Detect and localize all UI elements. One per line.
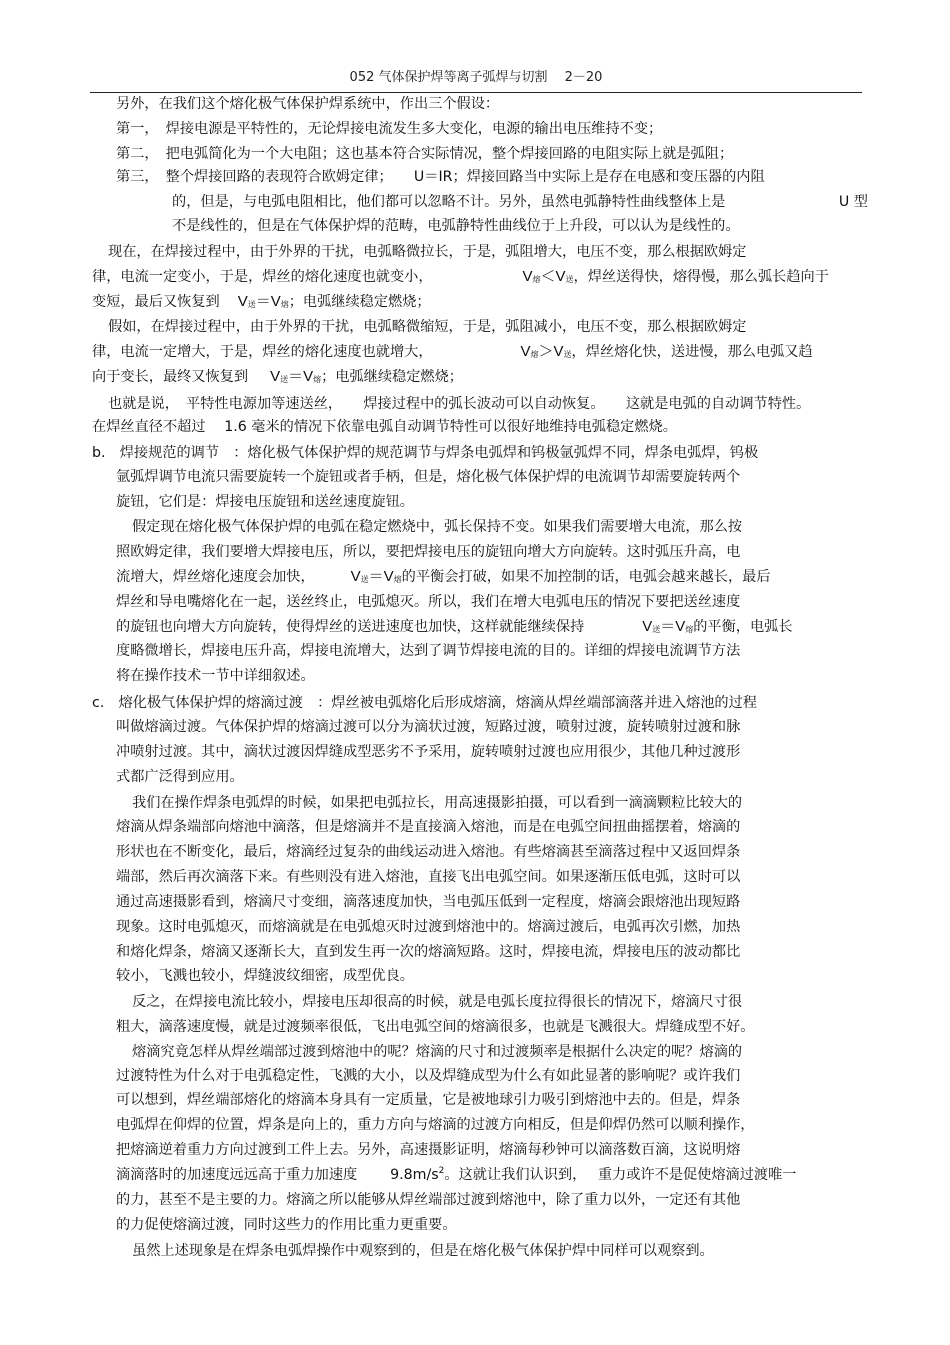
velocity-symbol: ＝V (660, 618, 686, 635)
text-segment: 的旋钮也向增大方向旋转，使得焊丝的送进速度也加快，这样就能继续保持 (116, 619, 585, 635)
text-line: 在焊丝直径不超过 1.6 毫米的情况下依靠电弧自动调节特性可以很好地维持电弧稳定燃烧。 (92, 419, 677, 435)
subscript: 熔 (532, 275, 541, 284)
text-line: 熔滴究竟怎样从焊丝端部过渡到熔池中的呢？熔滴的尺寸和过渡频率是根据什么决定的呢？熔滴的 (132, 1044, 743, 1060)
text-line: 旋钮，它们是：焊接电压旋钮和送丝速度旋钮。 (116, 494, 414, 510)
text-segment: 的平衡，电弧长 (693, 619, 793, 635)
subscript: 送 (652, 625, 661, 634)
text-line: 冲喷射过渡。其中，滴状过渡因焊缝成型恶劣不予采用，旋转喷射过渡也应用很少，其他几种过渡形 (116, 744, 741, 760)
text-line (116, 1165, 796, 1185)
text-line: 粗大，滴落速度慢，就是过渡频率很低，飞出电弧空间的熔滴很多，也就是飞溅很大。焊缝成型不好。 (116, 1019, 755, 1035)
text-line: 把熔滴逆着重力方向过渡到工件上去。另外，高速摄影证明，熔滴每秒钟可以滴落数百滴，这说明熔 (116, 1142, 741, 1158)
text-line (116, 617, 793, 640)
text-segment: 律，电流一定增大，于是，焊丝的熔化速度也就增大， (92, 344, 433, 360)
velocity-symbol: V (270, 368, 281, 385)
text-line: 第一， 焊接电源是平特性的，无论焊接电流发生多大变化，电源的输出电压维持不变； (116, 121, 663, 137)
text-segment: 变短，最后又恢复到 (92, 294, 220, 310)
text-line: 照欧姆定律，我们要增大焊接电压，所以，要把焊接电压的旋钮向增大方向旋转。这时弧压升高，电 (116, 544, 741, 560)
text-line (92, 342, 813, 365)
text-line: 现象。这时电弧熄灭，而熔滴就是在电弧熄灭时过渡到熔池中的。熔滴过渡后，电弧再次引燃，加热 (116, 919, 741, 935)
velocity-symbol: V (350, 568, 361, 585)
velocity-symbol: V (522, 268, 533, 285)
subscript: 熔 (280, 300, 289, 309)
text-segment: ；电弧继续稳定燃烧； (288, 294, 431, 310)
subscript: 送 (565, 275, 574, 284)
text-line (116, 567, 771, 590)
text-line: 叫做熔滴过渡。气体保护焊的熔滴过渡可以分为滴状过渡，短路过渡，喷射过渡，旋转喷射过渡和脉 (116, 719, 741, 735)
velocity-symbol: ＝V (255, 293, 281, 310)
text-line: b. 焊接规范的调节 ：熔化极气体保护焊的规范调节与焊条电弧焊和钨极氩弧焊不同，焊条电弧焊，钨极 (92, 445, 759, 461)
text-line: 现在，在焊接过程中，由于外界的干扰，电弧略微拉长，于是，弧阻增大，电压不变，那么根据欧姆定 (108, 244, 747, 260)
text-line: 端部，然后再次滴落下来。有些则没有进入熔池，直接飞出电弧空间。如果逐渐压低电弧，这时可以 (116, 869, 741, 885)
velocity-symbol: V (642, 618, 653, 635)
text-segment: 向于变长，最终又恢复到 (92, 369, 249, 385)
subscript: 送 (247, 300, 256, 309)
text-line: 将在操作技术一节中详细叙述。 (116, 668, 315, 684)
velocity-symbol: ＜V (540, 268, 566, 285)
text-line: 较小，飞溅也较小，焊缝波纹细密，成型优良。 (116, 968, 414, 984)
text-segment: ，焊丝熔化快，送进慢，那么电弧又趋 (571, 344, 813, 360)
superscript: 2 (438, 1166, 445, 1176)
text-line: 虽然上述现象是在焊条电弧焊操作中观察到的，但是在熔化极气体保护焊中同样可以观察到。 (132, 1243, 714, 1259)
text-segment: ；电弧继续稳定燃烧； (321, 369, 463, 385)
text-line: 通过高速摄影看到，熔滴尺寸变细，滴落速度加快，当电弧压低到一定程度，熔滴会跟熔池出现短路 (116, 894, 741, 910)
text-line: 式都广泛得到应用。 (116, 769, 244, 785)
velocity-symbol: V (237, 293, 248, 310)
text-line: 可以想到，焊丝端部熔化的熔滴本身具有一定质量，它是被地球引力吸引到熔池中去的。但是，焊条 (116, 1092, 741, 1108)
subscript: 熔 (685, 625, 694, 634)
text-line: 度略微增长，焊接电压升高，焊接电流增大，达到了调节焊接电流的目的。详细的焊接电流调节方法 (116, 643, 741, 659)
text-line: 第三， 整个焊接回路的表现符合欧姆定律； U＝IR；焊接回路当中实际上是存在电感和变压器的内阻 (116, 169, 765, 185)
text-line (92, 292, 431, 315)
text-segment: ，焊丝送得快，熔得慢，那么弧长趋向于 (573, 269, 829, 285)
text-segment: 的平衡会打破，如果不加控制的话，电弧会越来越长，最后 (401, 569, 771, 585)
text-line: 第二， 把电弧简化为一个大电阻；这也基本符合实际情况，整个焊接回路的电阻实际上就是弧阻； (116, 146, 734, 162)
velocity-symbol: ＞V (538, 343, 564, 360)
text-line: 另外，在我们这个熔化极气体保护焊系统中，作出三个假设： (116, 96, 500, 112)
text-line: c. 熔化极气体保护焊的熔滴过渡 ：焊丝被电弧熔化后形成熔滴，熔滴从焊丝端部滴落并进入熔池的过程 (92, 695, 757, 711)
text-segment: 。这就让我们认识到， 重力或许不是促使熔滴过渡唯一 (444, 1167, 797, 1183)
subscript: 送 (563, 350, 572, 359)
text-line: 熔滴从焊条端部向熔池中滴落，但是熔滴并不是直接滴入熔池，而是在电弧空间扭曲摇摆着，熔滴的 (116, 819, 741, 835)
text-line: 氩弧焊调节电流只需要旋转一个旋钮或者手柄，但是，熔化极气体保护焊的电流调节却需要旋转两个 (116, 469, 741, 485)
text-line: 的力促使熔滴过渡，同时这些力的作用比重力更重要。 (116, 1217, 457, 1233)
text-line: 反之，在焊接电流比较小，焊接电压却很高的时候，就是电弧长度拉得很长的情况下，熔滴尺寸很 (132, 994, 743, 1010)
text-line: 的力，甚至不是主要的力。熔滴之所以能够从焊丝端部过渡到熔池中，除了重力以外，一定还有其他 (116, 1192, 741, 1208)
text-line: 和熔化焊条，熔滴又逐渐长大，直到发生再一次的熔滴短路。这时，焊接电流，焊接电压的波动都比 (116, 944, 741, 960)
page-header: 052 气体保护焊等离子弧焊与切割 2－20 (90, 66, 862, 93)
text-line: 也就是说， 平特性电源加等速送丝， 焊接过程中的弧长波动可以自动恢复。 这就是电弧的自动调节特性。 (108, 396, 811, 412)
velocity-symbol: ＝V (368, 568, 394, 585)
subscript: 送 (360, 575, 369, 584)
subscript: 熔 (530, 350, 539, 359)
text-segment: 滴滴落时的加速度远远高于重力加速度 9.8m/s (116, 1167, 439, 1183)
text-line: 的，但是，与电弧电阻相比，他们都可以忽略不计。另外，虽然电弧静特性曲线整体上是 U 型 (172, 194, 868, 210)
text-line: 电弧焊在仰焊的位置，焊条是向上的，重力方向与熔滴的过渡方向相反，但是仰焊仍然可以顺利操作， (116, 1117, 755, 1133)
text-line: 过渡特性为什么对于电弧稳定性，飞溅的大小，以及焊缝成型为什么有如此显著的影响呢？或许我们 (116, 1068, 741, 1084)
velocity-symbol: V (520, 343, 531, 360)
text-line (92, 267, 829, 290)
text-line: 焊丝和导电嘴熔化在一起，送丝终止，电弧熄灭。所以，我们在增大电弧电压的情况下要把送丝速度 (116, 594, 741, 610)
subscript: 熔 (393, 575, 402, 584)
text-segment: 流增大，焊丝熔化速度会加快， (116, 569, 315, 585)
text-line: 形状也在不断变化，最后，熔滴经过复杂的曲线运动进入熔池。有些熔滴甚至滴落过程中又返回焊条 (116, 844, 741, 860)
text-line: 我们在操作焊条电弧焊的时候，如果把电弧拉长，用高速摄影拍摄，可以看到一滴滴颗粒比较大的 (132, 795, 743, 811)
subscript: 熔 (313, 375, 322, 384)
text-segment: 律，电流一定变小，于是，焊丝的熔化速度也就变小， (92, 269, 433, 285)
subscript: 送 (280, 375, 289, 384)
text-line (92, 367, 463, 390)
text-line: 不是线性的，但是在气体保护焊的范畴，电弧静特性曲线位于上升段，可以认为是线性的。 (172, 218, 740, 234)
text-line: 假定现在熔化极气体保护焊的电弧在稳定燃烧中，弧长保持不变。如果我们需要增大电流，那么按 (132, 519, 743, 535)
text-line: 假如，在焊接过程中，由于外界的干扰，电弧略微缩短，于是，弧阻减小，电压不变，那么根据欧姆定 (108, 319, 747, 335)
velocity-symbol: ＝V (288, 368, 314, 385)
